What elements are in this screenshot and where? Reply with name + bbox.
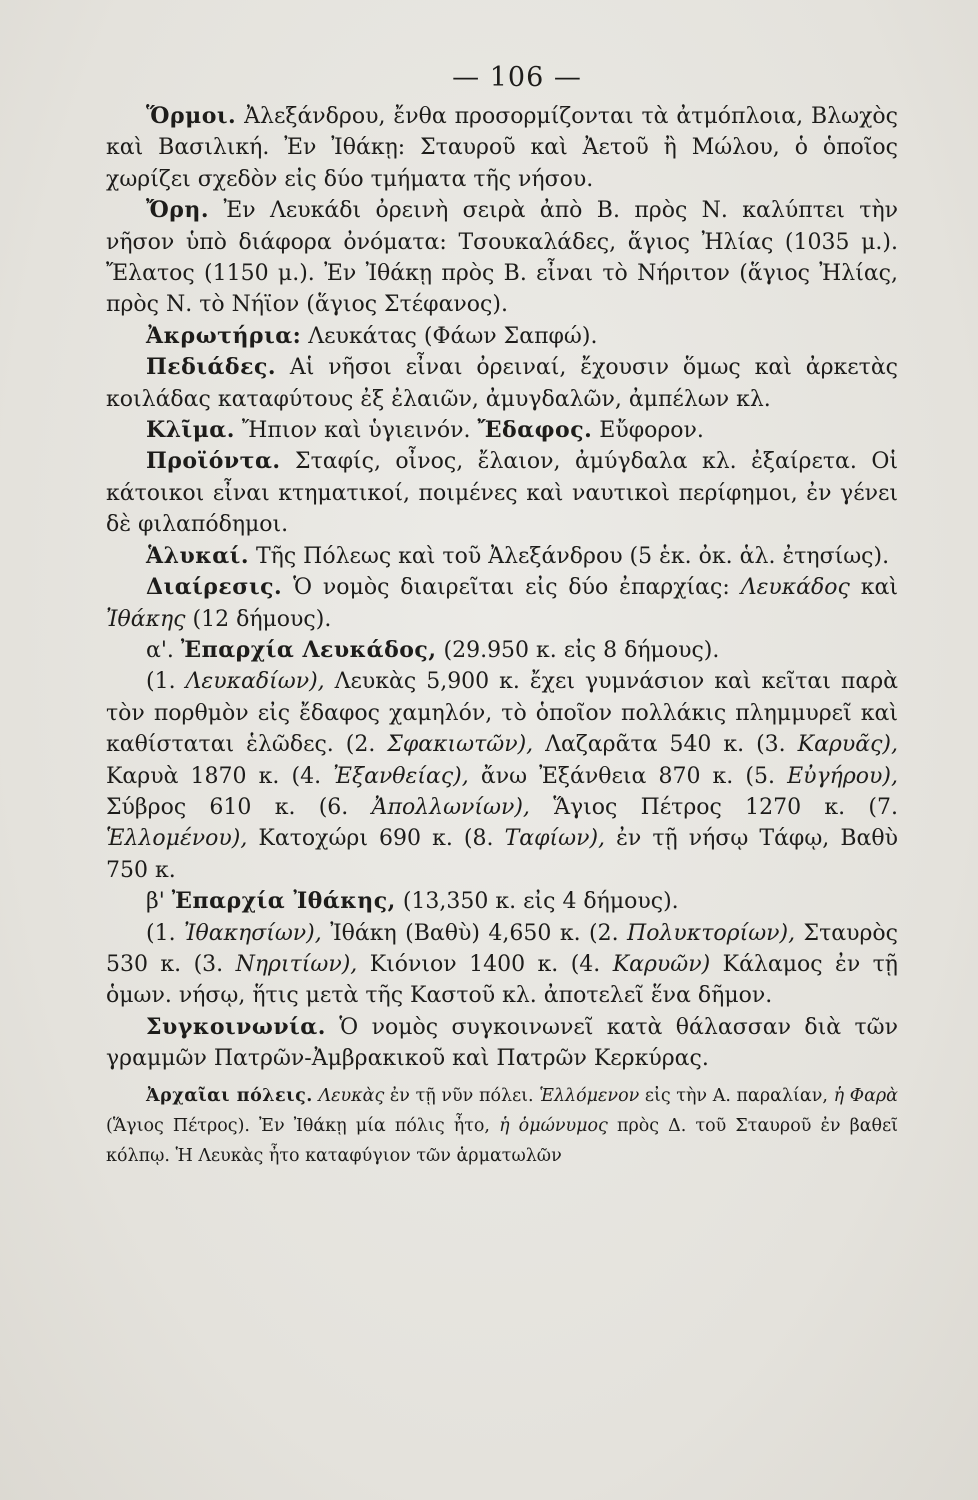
paragraph-proionta (106, 446, 898, 540)
paragraph-pediades (106, 352, 898, 415)
text-run: εἰς τὴν Α. παραλίαν, (639, 1085, 834, 1106)
section-text: (29.950 κ. εἰς 8 δήμους). (436, 637, 720, 663)
italic-text: Ἰθάκης (106, 606, 186, 632)
page-number: — 106 — (452, 62, 582, 93)
text-run: Λαζαρᾶτα 540 κ. (3. (533, 732, 798, 758)
text-run: ἄνω Ἐξάνθεια 870 κ. (5. (468, 763, 788, 789)
section-heading: Ἀρχαῖαι πόλεις. (146, 1085, 313, 1106)
text-run: ἐν τῇ νήσῳ Τάφῳ, Βαθὺ 750 κ. (106, 826, 898, 883)
section-text: α'. (146, 637, 174, 663)
paragraph-klima (106, 415, 898, 446)
section-heading: Ἐπαρχία Ἰθάκης, (171, 888, 396, 915)
section-heading: Ἐπαρχία Λευκάδος, (180, 636, 437, 663)
italic-text: Ἑλλόμενον (539, 1085, 640, 1106)
paragraph-eparchia-lefkados (106, 635, 898, 666)
section-text: Λευκάτας (Φάων Σαπφώ). (308, 323, 598, 349)
italic-text: Ἐξανθείας), (333, 763, 469, 789)
section-text: (12 δήμους). (192, 606, 332, 632)
section-heading: Ἁλυκαί. (146, 542, 249, 569)
section-text: Ἀλεξάνδρου, ἔνθα προσορμίζονται τὰ ἀτμόπλοια, Βλωχὸς καὶ Βασιλική. Ἐν Ἰθάκῃ: Σταυροῦ καὶ Ἀετοῦ ἢ Μώλου, ὁ ὁποῖος χωρίζει σχεδὸν εἰς δύο τμήματα τῆς νήσου. (106, 104, 898, 192)
section-heading: Διαίρεσις. (146, 574, 283, 601)
italic-text: Καρυῶν) (612, 951, 711, 977)
section-heading: Πεδιάδες. (146, 354, 277, 381)
paragraph-akrotiria (106, 321, 898, 352)
text-run: Σύβρος 610 κ. (6. (106, 794, 372, 820)
text-run: Καρυὰ 1870 κ. (4. (106, 763, 334, 789)
text-run: Κατοχώρι 690 κ. (8. (247, 826, 505, 852)
section-heading: Ὅρμοι. (146, 103, 237, 129)
paragraph-diairesis (106, 572, 898, 635)
section-heading: Κλῖμα. (146, 417, 235, 444)
section-text: Αἱ νῆσοι εἶναι ὀρειναί, ἔχουσιν ὅμως καὶ ἀρκετὰς κοιλάδας καταφύτους ἐξ ἐλαιῶν, ἀμυγδαλῶν, ἀμπέλων κλ. (106, 355, 898, 412)
text-run: Λευκὰς 5,900 κ. ἔχει γυμνάσιον καὶ κεῖται παρὰ τὸν πορθμὸν εἰς ἔδαφος χαμηλόν, τὸ ὁποῖον πολλάκις πλημμυρεῖ καὶ καθίσταται ἑλῶδες. (2. (106, 669, 898, 758)
section-text: Ὁ νομὸς συγκοινωνεῖ κατὰ θάλασσαν διὰ τῶν γραμμῶν Πατρῶν-Ἀμβρακικοῦ καὶ Πατρῶν Κερκύρας. (106, 1014, 898, 1072)
text-run: Ἰθάκη (Βαθὺ) 4,650 κ. (2. (321, 920, 628, 946)
section-text: Σταφίς, οἶνος, ἔλαιον, ἀμύγδαλα κλ. ἐξαίρετα. Οἱ κάτοικοι εἶναι κτηματικοί, ποιμένες καὶ ναυτικοὶ περίφημοι, ἐν γένει δὲ φιλαπόδημοι. (106, 449, 898, 538)
text-body (106, 101, 898, 1171)
italic-text: Πολυκτορίων), (627, 920, 796, 946)
paragraph-ori (106, 195, 898, 321)
paragraph-archaiai-poleis (106, 1081, 898, 1171)
italic-text: Λευκὰς (318, 1085, 385, 1106)
italic-text: Ἑλλομένου), (106, 826, 248, 852)
text-run: Ἅγιος Πέτρος 1270 κ. (7. (529, 794, 899, 820)
section-text: Ὁ νομὸς διαιρεῖται εἰς δύο ἐπαρχίας: (293, 575, 730, 601)
text-run: (1. (146, 920, 185, 946)
paragraph-ormoi (106, 101, 898, 195)
text-run: (Ἅγιος Πέτρος). Ἐν Ἰθάκῃ μία πόλις ἦτο, (106, 1115, 500, 1136)
section-text: Ἤπιον καὶ ὑγιεινόν. (241, 418, 471, 444)
italic-text: ἡ ὁμώνυμος (499, 1115, 608, 1136)
italic-text: Λευκαδίων), (185, 669, 325, 695)
italic-text: Ταφίων), (504, 826, 606, 852)
text-run: πρὸς Δ. τοῦ Σταυροῦ ἐν βαθεῖ κόλπῳ. Ἡ Λευκὰς ἦτο καταφύγιον τῶν ἁρματωλῶν (106, 1115, 898, 1166)
italic-text: Ἀπολλωνίων), (371, 794, 530, 820)
section-heading: Συγκοινωνία. (146, 1013, 326, 1040)
section-text: Ἐν Λευκάδι ὀρεινὴ σειρὰ ἀπὸ Β. πρὸς Ν. καλύπτει τὴν νῆσον ὑπὸ διάφορα ὀνόματα: Τσουκαλάδες, ἅγιος Ἠλίας (1035 μ.). Ἔλατος (1150 μ.). Ἐν Ἰθάκῃ πρὸς Β. εἶναι τὸ Νήριτον (ἅγιος Ἠλίας, πρὸς Ν. τὸ Νήϊον (ἅγιος Στέφανος). (106, 198, 898, 318)
italic-text: Νηριτίων), (235, 951, 358, 977)
section-heading: Ἔδαφος. (477, 417, 593, 444)
section-text: (13,350 κ. εἰς 4 δήμους). (402, 889, 679, 915)
paragraph-alykai (106, 541, 898, 572)
italic-text: Εὐγήρου), (787, 763, 898, 789)
paragraph-demoi-lefkados (106, 666, 898, 886)
paragraph-demoi-ithakis (106, 918, 898, 1012)
section-text: καὶ (860, 575, 898, 601)
section-heading: Ἀκρωτήρια: (146, 322, 302, 349)
italic-text: Σφακιωτῶν), (387, 732, 534, 758)
footnote-ancient-cities (106, 1081, 898, 1171)
text-run: Κιόνιον 1400 κ. (4. (357, 951, 613, 977)
paragraph-synkoinonia (106, 1012, 898, 1075)
italic-text: Λευκάδος (740, 575, 850, 601)
italic-text: Καρυᾶς), (797, 732, 898, 758)
section-text: β' (146, 889, 165, 915)
section-text: Εὔφορον. (599, 418, 704, 444)
text-run: Κάλαμος ἐν τῇ ὁμων. νήσῳ, ἥτις μετὰ τῆς Καστοῦ κλ. ἀποτελεῖ ἕνα δῆμον. (106, 951, 898, 1009)
text-run: ἐν τῇ νῦν πόλει. (384, 1085, 540, 1106)
section-heading: Ὄρη. (146, 197, 210, 224)
text-run: Σταυρὸς 530 κ. (3. (106, 920, 898, 977)
text-run: (1. (146, 669, 186, 695)
italic-text: Ἰθακησίων), (184, 920, 322, 946)
paragraph-eparchia-ithakis (106, 886, 898, 917)
section-text: Τῆς Πόλεως καὶ τοῦ Ἀλεξάνδρου (5 ἑκ. ὀκ. ἁλ. ἐτησίως). (255, 543, 890, 569)
section-heading: Προϊόντα. (146, 448, 281, 475)
italic-text: ἡ Φαρὰ (833, 1085, 898, 1106)
